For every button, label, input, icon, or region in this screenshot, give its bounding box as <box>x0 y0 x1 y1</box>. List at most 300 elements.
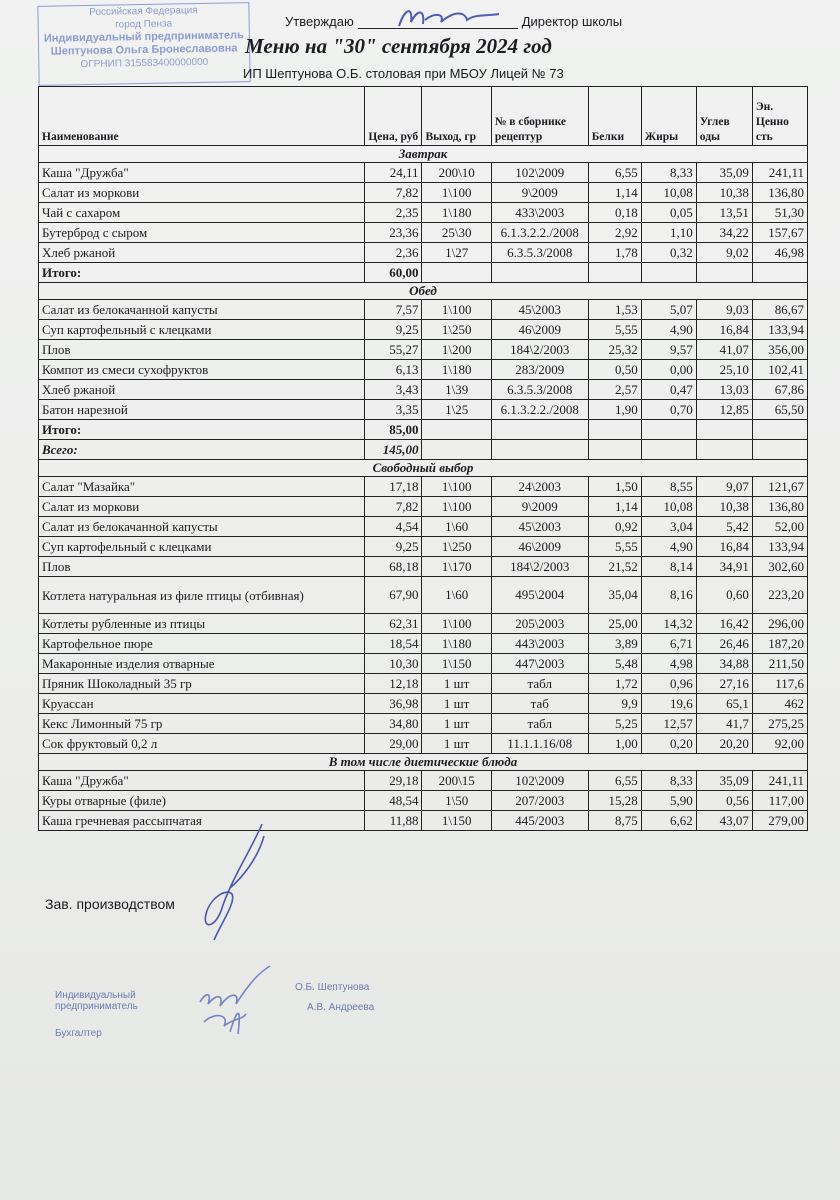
cell-carbs: 26,46 <box>696 634 752 654</box>
empty-cell <box>641 440 696 460</box>
cell-recipe: табл <box>491 714 588 734</box>
col-header-price: Цена, руб <box>365 87 422 146</box>
cell-price: 4,54 <box>365 517 422 537</box>
table-row <box>39 380 808 400</box>
dish-name: Плов <box>39 340 365 360</box>
cell-carbs: 13,51 <box>696 203 752 223</box>
cell-energy: 223,20 <box>752 577 807 614</box>
production-signature <box>192 818 282 948</box>
cell-recipe: 207/2003 <box>491 791 588 811</box>
cell-energy: 102,41 <box>752 360 807 380</box>
cell-recipe: 46\2009 <box>491 537 588 557</box>
cell-recipe: 495\2004 <box>491 577 588 614</box>
cell-energy: 279,00 <box>752 811 807 831</box>
name-ip: О.Б. Шептунова <box>295 982 370 993</box>
dish-name: Суп картофельный с клецками <box>39 320 365 340</box>
cell-price: 10,30 <box>365 654 422 674</box>
cell-carbs: 34,22 <box>696 223 752 243</box>
cell-protein: 5,55 <box>588 537 641 557</box>
dish-name: Каша "Дружба" <box>39 771 365 791</box>
cell-energy: 462 <box>752 694 807 714</box>
cell-output: 1\100 <box>422 183 491 203</box>
section-row <box>39 754 808 771</box>
role-ip-line2: предприниматель <box>55 1001 138 1012</box>
cell-recipe: 11.1.1.16/08 <box>491 734 588 754</box>
cell-recipe: 443\2003 <box>491 634 588 654</box>
subtotal-row <box>39 263 808 283</box>
cell-price: 2,35 <box>365 203 422 223</box>
cell-energy: 86,67 <box>752 300 807 320</box>
cell-recipe: табл <box>491 674 588 694</box>
approve-suffix: Директор школы <box>521 14 623 29</box>
table-row <box>39 477 808 497</box>
page-title: Меню на "30" сентября 2024 год <box>245 34 552 58</box>
cell-price: 7,82 <box>365 183 422 203</box>
empty-cell <box>752 420 807 440</box>
cell-energy: 51,30 <box>752 203 807 223</box>
cell-carbs: 34,91 <box>696 557 752 577</box>
cell-recipe: 45\2003 <box>491 517 588 537</box>
cell-fat: 5,07 <box>641 300 696 320</box>
cell-fat: 0,47 <box>641 380 696 400</box>
dish-name: Салат "Мазайка" <box>39 477 365 497</box>
cell-output: 1\180 <box>422 634 491 654</box>
table-row <box>39 537 808 557</box>
col-header-fat: Жиры <box>641 87 696 146</box>
cell-carbs: 16,84 <box>696 537 752 557</box>
table-row <box>39 320 808 340</box>
cell-output: 1\100 <box>422 497 491 517</box>
role-accountant: Бухгалтер <box>55 1028 102 1039</box>
cell-output: 1 шт <box>422 674 491 694</box>
cell-fat: 12,57 <box>641 714 696 734</box>
dish-name: Хлеб ржаной <box>39 380 365 400</box>
cell-output: 1\180 <box>422 360 491 380</box>
dish-name: Куры отварные (филе) <box>39 791 365 811</box>
cell-fat: 1,10 <box>641 223 696 243</box>
cell-fat: 8,33 <box>641 163 696 183</box>
cell-fat: 0,05 <box>641 203 696 223</box>
cell-output: 1\60 <box>422 577 491 614</box>
col-header-carbs: Углев оды <box>696 87 752 146</box>
dish-name: Сок фруктовый 0,2 л <box>39 734 365 754</box>
cell-protein: 2,92 <box>588 223 641 243</box>
total-label: Итого: <box>39 263 365 283</box>
cell-energy: 187,20 <box>752 634 807 654</box>
table-row <box>39 734 808 754</box>
cell-fat: 14,32 <box>641 614 696 634</box>
cell-carbs: 25,10 <box>696 360 752 380</box>
cell-carbs: 9,02 <box>696 243 752 263</box>
dish-name: Пряник Шоколадный 35 гр <box>39 674 365 694</box>
cell-price: 24,11 <box>365 163 422 183</box>
page-subtitle: ИП Шептунова О.Б. столовая при МБОУ Лицей № 73 <box>243 66 564 81</box>
cell-output: 1\27 <box>422 243 491 263</box>
cell-protein: 6,55 <box>588 163 641 183</box>
cell-recipe: 6.3.5.3/2008 <box>491 243 588 263</box>
cell-price: 2,36 <box>365 243 422 263</box>
cell-energy: 302,60 <box>752 557 807 577</box>
cell-output: 1\200 <box>422 340 491 360</box>
cell-energy: 133,94 <box>752 537 807 557</box>
cell-protein: 1,14 <box>588 183 641 203</box>
empty-cell <box>422 420 491 440</box>
cell-recipe: 9\2009 <box>491 497 588 517</box>
table-row <box>39 223 808 243</box>
cell-price: 36,98 <box>365 694 422 714</box>
table-row <box>39 654 808 674</box>
cell-recipe: 447\2003 <box>491 654 588 674</box>
cell-recipe: 24\2003 <box>491 477 588 497</box>
table-row <box>39 360 808 380</box>
cell-price: 17,18 <box>365 477 422 497</box>
dish-name: Салат из моркови <box>39 497 365 517</box>
cell-output: 1\100 <box>422 300 491 320</box>
col-header-output: Выход, гр <box>422 87 491 146</box>
cell-output: 1\150 <box>422 654 491 674</box>
cell-price: 48,54 <box>365 791 422 811</box>
table-row <box>39 340 808 360</box>
table-row <box>39 577 808 614</box>
cell-price: 29,00 <box>365 734 422 754</box>
cell-carbs: 0,60 <box>696 577 752 614</box>
cell-output: 200\10 <box>422 163 491 183</box>
table-row <box>39 771 808 791</box>
cell-protein: 21,52 <box>588 557 641 577</box>
section-title: Свободный выбор <box>39 460 808 477</box>
cell-protein: 6,55 <box>588 771 641 791</box>
cell-carbs: 5,42 <box>696 517 752 537</box>
empty-cell <box>422 263 491 283</box>
cell-output: 1\180 <box>422 203 491 223</box>
section-title: Обед <box>39 283 808 300</box>
cell-fat: 8,55 <box>641 477 696 497</box>
cell-carbs: 16,42 <box>696 614 752 634</box>
cell-output: 1\100 <box>422 477 491 497</box>
empty-cell <box>752 263 807 283</box>
table-row <box>39 614 808 634</box>
cell-carbs: 0,56 <box>696 791 752 811</box>
cell-output: 1 шт <box>422 714 491 734</box>
empty-cell <box>696 440 752 460</box>
cell-protein: 1,53 <box>588 300 641 320</box>
cell-recipe: 9\2009 <box>491 183 588 203</box>
total-price: 60,00 <box>365 263 422 283</box>
menu-table-body <box>39 146 808 831</box>
cell-energy: 296,00 <box>752 614 807 634</box>
dish-name: Батон нарезной <box>39 400 365 420</box>
cell-fat: 10,08 <box>641 183 696 203</box>
cell-energy: 136,80 <box>752 183 807 203</box>
cell-energy: 52,00 <box>752 517 807 537</box>
empty-cell <box>641 263 696 283</box>
cell-carbs: 13,03 <box>696 380 752 400</box>
table-row <box>39 243 808 263</box>
dish-name: Котлеты рубленные из птицы <box>39 614 365 634</box>
cell-protein: 15,28 <box>588 791 641 811</box>
cell-carbs: 65,1 <box>696 694 752 714</box>
cell-price: 7,57 <box>365 300 422 320</box>
dish-name: Салат из моркови <box>39 183 365 203</box>
stamp-line: Индивидуальный предприниматель <box>43 29 244 45</box>
cell-energy: 117,00 <box>752 791 807 811</box>
cell-output: 25\30 <box>422 223 491 243</box>
cell-price: 7,82 <box>365 497 422 517</box>
empty-cell <box>752 440 807 460</box>
cell-price: 3,35 <box>365 400 422 420</box>
dish-name: Хлеб ржаной <box>39 243 365 263</box>
cell-price: 34,80 <box>365 714 422 734</box>
stamp-line: Шептунова Ольга Бронеславовна <box>50 42 238 58</box>
cell-recipe: 205\2003 <box>491 614 588 634</box>
cell-energy: 117,6 <box>752 674 807 694</box>
cell-carbs: 9,07 <box>696 477 752 497</box>
cell-fat: 4,90 <box>641 320 696 340</box>
cell-output: 1\150 <box>422 811 491 831</box>
menu-table <box>38 86 808 831</box>
dish-name: Макаронные изделия отварные <box>39 654 365 674</box>
section-row <box>39 460 808 477</box>
dish-name: Салат из белокачанной капусты <box>39 517 365 537</box>
cell-carbs: 12,85 <box>696 400 752 420</box>
cell-recipe: 46\2009 <box>491 320 588 340</box>
cell-output: 1\250 <box>422 537 491 557</box>
cell-recipe: 6.1.3.2.2./2008 <box>491 223 588 243</box>
cell-carbs: 10,38 <box>696 497 752 517</box>
table-row <box>39 203 808 223</box>
dish-name: Котлета натуральная из филе птицы (отбивная) <box>39 577 365 614</box>
cell-fat: 5,90 <box>641 791 696 811</box>
table-row <box>39 811 808 831</box>
dish-name: Каша гречневая рассыпчатая <box>39 811 365 831</box>
dish-name: Компот из смеси сухофруктов <box>39 360 365 380</box>
cell-energy: 356,00 <box>752 340 807 360</box>
empty-cell <box>696 263 752 283</box>
table-row <box>39 300 808 320</box>
cell-carbs: 43,07 <box>696 811 752 831</box>
col-header-name: Наименование <box>39 87 365 146</box>
cell-recipe: 102\2009 <box>491 163 588 183</box>
total-label: Итого: <box>39 420 365 440</box>
cell-energy: 67,86 <box>752 380 807 400</box>
cell-carbs: 41,07 <box>696 340 752 360</box>
dish-name: Плов <box>39 557 365 577</box>
cell-fat: 6,71 <box>641 634 696 654</box>
production-manager-label: Зав. производством <box>45 896 175 912</box>
cell-output: 1\100 <box>422 614 491 634</box>
cell-recipe: 445/2003 <box>491 811 588 831</box>
cell-price: 23,36 <box>365 223 422 243</box>
dish-name: Каша "Дружба" <box>39 163 365 183</box>
cell-fat: 0,32 <box>641 243 696 263</box>
empty-cell <box>422 440 491 460</box>
cell-output: 1\250 <box>422 320 491 340</box>
table-row <box>39 694 808 714</box>
stamp-line: ОГРНИП 315583400000000 <box>80 56 209 71</box>
empty-cell <box>588 263 641 283</box>
cell-protein: 2,57 <box>588 380 641 400</box>
cell-protein: 1,90 <box>588 400 641 420</box>
dish-name: Чай с сахаром <box>39 203 365 223</box>
dish-name: Кекс Лимонный 75 гр <box>39 714 365 734</box>
dish-name: Картофельное пюре <box>39 634 365 654</box>
section-title: В том числе диетические блюда <box>39 754 808 771</box>
cell-recipe: таб <box>491 694 588 714</box>
empty-cell <box>641 420 696 440</box>
cell-price: 9,25 <box>365 537 422 557</box>
dish-name: Круассан <box>39 694 365 714</box>
cell-fat: 0,20 <box>641 734 696 754</box>
table-header-row <box>39 87 808 146</box>
ip-stamp <box>37 2 250 86</box>
cell-output: 1 шт <box>422 734 491 754</box>
empty-cell <box>588 420 641 440</box>
cell-output: 1\170 <box>422 557 491 577</box>
cell-protein: 35,04 <box>588 577 641 614</box>
cell-protein: 5,55 <box>588 320 641 340</box>
approve-prefix: Утверждаю <box>285 14 354 29</box>
cell-recipe: 433\2003 <box>491 203 588 223</box>
cell-price: 62,31 <box>365 614 422 634</box>
cell-fat: 10,08 <box>641 497 696 517</box>
col-header-protein: Белки <box>588 87 641 146</box>
cell-energy: 275,25 <box>752 714 807 734</box>
table-row <box>39 791 808 811</box>
ip-signature <box>190 962 300 1042</box>
cell-protein: 0,92 <box>588 517 641 537</box>
cell-protein: 1,50 <box>588 477 641 497</box>
cell-recipe: 184\2/2003 <box>491 557 588 577</box>
cell-output: 200\15 <box>422 771 491 791</box>
cell-price: 18,54 <box>365 634 422 654</box>
role-ip-line1: Индивидуальный <box>55 990 136 1001</box>
cell-energy: 211,50 <box>752 654 807 674</box>
cell-recipe: 6.1.3.2.2./2008 <box>491 400 588 420</box>
dish-name: Бутерброд с сыром <box>39 223 365 243</box>
cell-protein: 8,75 <box>588 811 641 831</box>
stamp-line: Российская Федерация <box>89 5 198 18</box>
cell-protein: 9,9 <box>588 694 641 714</box>
cell-price: 3,43 <box>365 380 422 400</box>
cell-output: 1\25 <box>422 400 491 420</box>
total-label: Всего: <box>39 440 365 460</box>
cell-fat: 8,16 <box>641 577 696 614</box>
cell-fat: 0,00 <box>641 360 696 380</box>
cell-energy: 65,50 <box>752 400 807 420</box>
cell-output: 1\50 <box>422 791 491 811</box>
table-row <box>39 634 808 654</box>
cell-recipe: 283/2009 <box>491 360 588 380</box>
cell-price: 11,88 <box>365 811 422 831</box>
cell-fat: 8,33 <box>641 771 696 791</box>
role-ip <box>55 990 138 1012</box>
cell-fat: 0,96 <box>641 674 696 694</box>
grand-total-row <box>39 440 808 460</box>
cell-recipe: 45\2003 <box>491 300 588 320</box>
cell-carbs: 27,16 <box>696 674 752 694</box>
total-price: 85,00 <box>365 420 422 440</box>
cell-protein: 0,18 <box>588 203 641 223</box>
cell-price: 68,18 <box>365 557 422 577</box>
name-accountant: А.В. Андреева <box>307 1002 375 1013</box>
cell-protein: 1,78 <box>588 243 641 263</box>
cell-carbs: 35,09 <box>696 163 752 183</box>
director-signature <box>395 4 505 30</box>
cell-carbs: 41,7 <box>696 714 752 734</box>
cell-energy: 241,11 <box>752 771 807 791</box>
cell-recipe: 6.3.5.3/2008 <box>491 380 588 400</box>
cell-fat: 8,14 <box>641 557 696 577</box>
table-row <box>39 517 808 537</box>
section-row <box>39 146 808 163</box>
cell-carbs: 20,20 <box>696 734 752 754</box>
section-title: Завтрак <box>39 146 808 163</box>
cell-protein: 5,48 <box>588 654 641 674</box>
cell-recipe: 102\2009 <box>491 771 588 791</box>
table-row <box>39 400 808 420</box>
cell-price: 67,90 <box>365 577 422 614</box>
cell-energy: 92,00 <box>752 734 807 754</box>
cell-carbs: 35,09 <box>696 771 752 791</box>
col-header-energy: Эн. Ценно сть <box>752 87 807 146</box>
cell-energy: 157,67 <box>752 223 807 243</box>
cell-protein: 5,25 <box>588 714 641 734</box>
cell-carbs: 10,38 <box>696 183 752 203</box>
cell-protein: 1,14 <box>588 497 641 517</box>
table-row <box>39 674 808 694</box>
cell-energy: 136,80 <box>752 497 807 517</box>
cell-fat: 4,90 <box>641 537 696 557</box>
empty-cell <box>491 263 588 283</box>
section-row <box>39 283 808 300</box>
cell-energy: 46,98 <box>752 243 807 263</box>
cell-price: 55,27 <box>365 340 422 360</box>
total-price: 145,00 <box>365 440 422 460</box>
cell-price: 12,18 <box>365 674 422 694</box>
table-row <box>39 183 808 203</box>
dish-name: Салат из белокачанной капусты <box>39 300 365 320</box>
cell-carbs: 16,84 <box>696 320 752 340</box>
empty-cell <box>491 440 588 460</box>
table-row <box>39 714 808 734</box>
table-row <box>39 497 808 517</box>
table-row <box>39 557 808 577</box>
cell-carbs: 34,88 <box>696 654 752 674</box>
cell-output: 1\39 <box>422 380 491 400</box>
cell-protein: 0,50 <box>588 360 641 380</box>
cell-price: 9,25 <box>365 320 422 340</box>
stamp-line: город Пенза <box>115 18 173 31</box>
cell-protein: 25,32 <box>588 340 641 360</box>
cell-protein: 25,00 <box>588 614 641 634</box>
cell-energy: 121,67 <box>752 477 807 497</box>
cell-price: 29,18 <box>365 771 422 791</box>
cell-fat: 9,57 <box>641 340 696 360</box>
cell-energy: 133,94 <box>752 320 807 340</box>
table-row <box>39 163 808 183</box>
empty-cell <box>588 440 641 460</box>
cell-fat: 4,98 <box>641 654 696 674</box>
cell-carbs: 9,03 <box>696 300 752 320</box>
cell-fat: 6,62 <box>641 811 696 831</box>
cell-price: 6,13 <box>365 360 422 380</box>
cell-protein: 1,00 <box>588 734 641 754</box>
cell-output: 1 шт <box>422 694 491 714</box>
cell-protein: 1,72 <box>588 674 641 694</box>
cell-energy: 241,11 <box>752 163 807 183</box>
col-header-recipe: № в сборнике рецептур <box>491 87 588 146</box>
cell-recipe: 184\2/2003 <box>491 340 588 360</box>
